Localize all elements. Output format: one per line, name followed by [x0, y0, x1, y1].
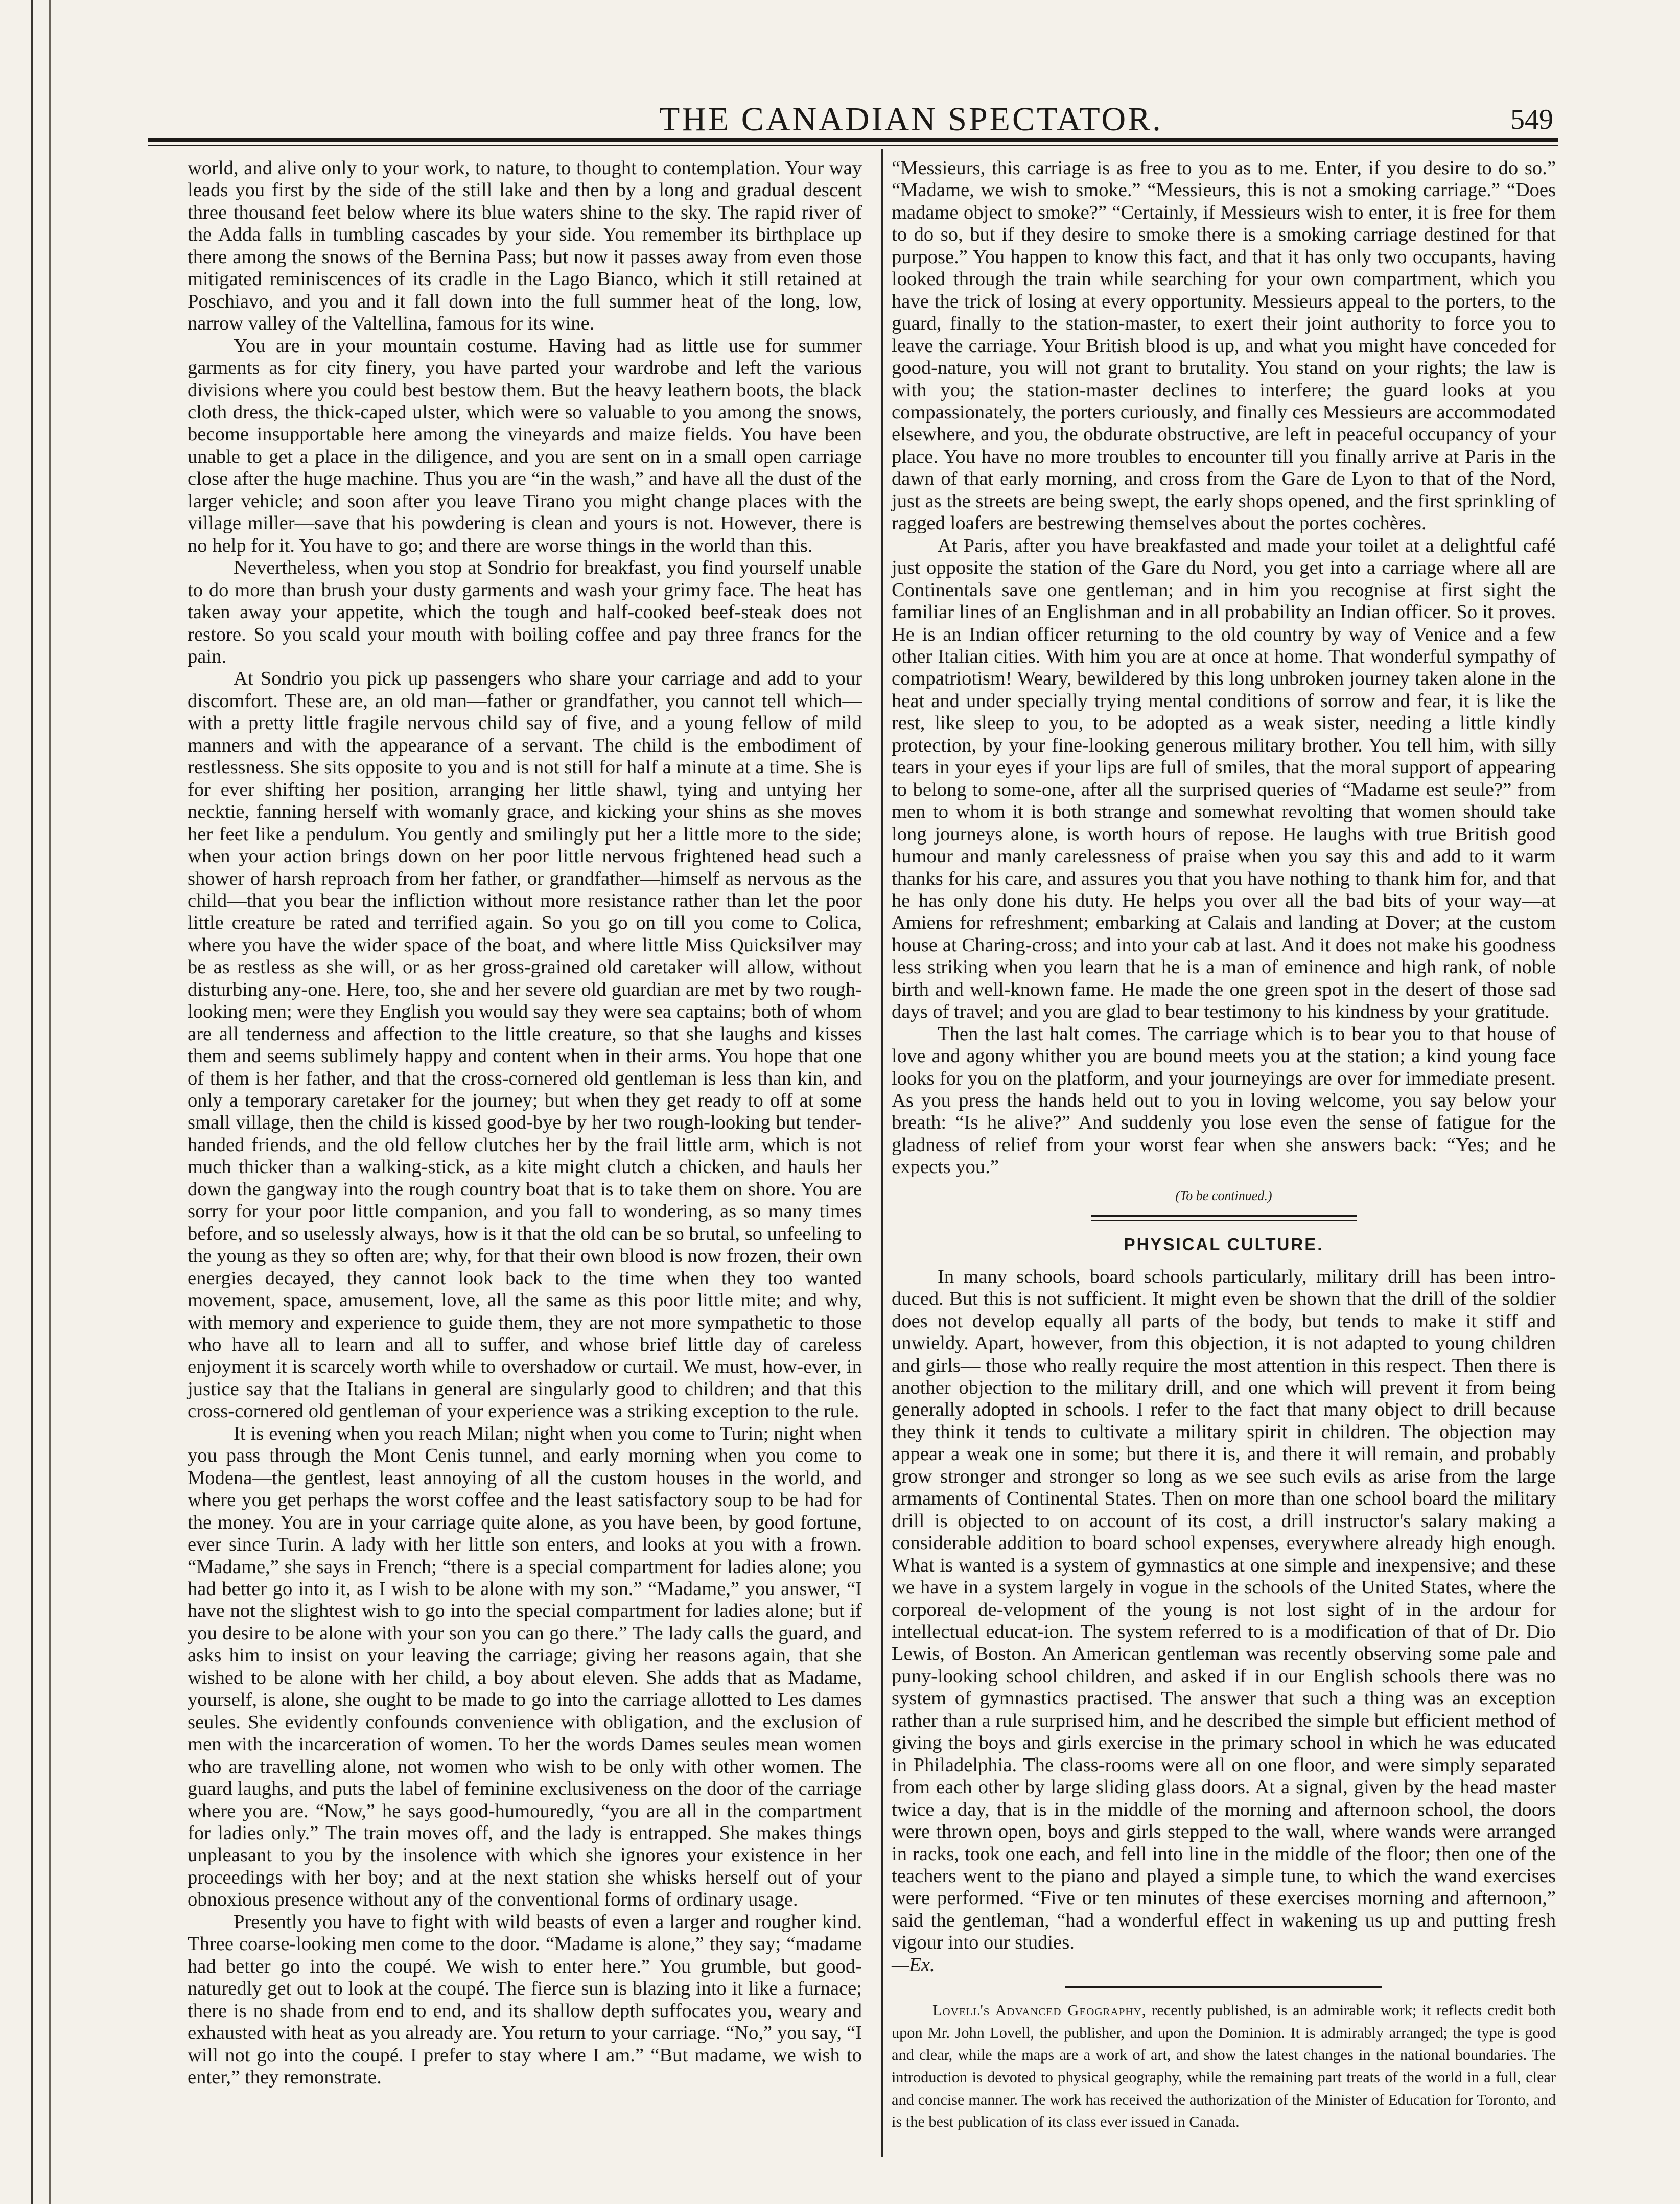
header-rule [148, 138, 1558, 142]
section-heading: PHYSICAL CULTURE. [1124, 1235, 1324, 1254]
binding-line [49, 0, 51, 2204]
left-column [188, 157, 862, 2089]
publication-title: THE CANADIAN SPECTATOR. [659, 101, 1163, 138]
section-separator [892, 1211, 1556, 1226]
notice-text: recently published, is an admirable work; it reflects credit both upon Mr. John Lovell, the publisher, and upon the Dominion. It is admirably arranged; the type is good and clear, while the maps are a work of art, and show the latest changes in the national boundaries. The introduction is devoted to physical geography, while the remaining part treats of the world in a full, clear and concise manner. The work has received the authorization of the Minister of Education for Toronto, and is the best publication of its class ever issued in Canada. [892, 2002, 1556, 2131]
column-divider [881, 149, 883, 2157]
header-rule [148, 145, 1558, 146]
paragraph: You are in your mountain costume. Having had as little use for summer garments as for city finery, you have parted your wardrobe and left the various divisions where you could best bestow them. But the heavy leathern boots, the black cloth dress, the thick-caped ulster, which were so valuable to you among the snows, become insupportable here among the vineyards and maize fields. You have been unable to get a place in the diligence, and you are sent on in a small open carriage close after the huge machine. Thus you are “in the wash,” and have all the dust of the larger vehicle; and soon after you leave Tirano you might change places with the village miller—save that his powdering is clean and yours is not. However, there is no help for it. You have to go; and there are worse things in the world than this. [188, 335, 862, 556]
paragraph: In many schools, board schools particularly, military drill has been intro-duced. But this is not sufficient. It might even be shown that the drill of the soldier does not develop equally all parts of the body, but tends to make it stiff and unwieldy. Apart, however, from this objection, it is not adapted to young children and girls— those who really require the most attention in this respect. Then there is another objection to the military drill, and one which will prevent it from being generally adopted in schools. I refer to the fact that many object to drill because they think it tends to cultivate a military spirit in children. The objection may appear a weak one in some; but there it is, and there it will remain, and probably grow stronger and stronger so long as we see such evils as arise from the large armaments of Continental States. Then on more than one school board the military drill is objected to on account of its cost, a drill instructor's salary making a considerable addition to board school expenses, everywhere already high enough. What is wanted is a system of gymnastics at one simple and inexpensive; and these we have in a system largely in vogue in the schools of the United States, where the corporeal de-velopment of the young is not lost sight of in the ardour for intellectual educat-ion. The system referred to is a modification of that of Dr. Dio Lewis, of Boston. An American gentleman was recently observing some pale and puny-looking school children, and asked if in our English schools there was no system of gymnastics practised. The answer that such a thing was an exception rather than a rule surprised him, and he described the simple but efficient method of giving the boys and girls exercise in the primary school in which he was educated in Philadelphia. The class-rooms were all on one floor, and were simply separated from each other by large sliding glass doors. At a signal, given by the head master twice a day, that is in the middle of the morning and afternoon school, the doors were thrown open, boys and girls stepped to the wall, where wands were arranged in racks, took one each, and fell into line in the middle of the floor; then one of the teachers went to the piano and played a simple tune, to which the wand exercises were performed. “Five or ten minutes of these exercises morning and afternoon,” said the gentleman, “had a wonderful effect in wakening us up and putting fresh vigour into our studies. [892, 1265, 1556, 1954]
page-number: 549 [1510, 104, 1553, 135]
masthead [174, 100, 1553, 141]
notice-title: Lovell's Advanced Geography, [932, 2002, 1147, 2020]
book-notice [892, 2000, 1556, 2133]
binding-edge [0, 0, 61, 2204]
source-credit: —Ex. [892, 1954, 935, 1976]
binding-line [31, 0, 33, 2204]
paragraph: At Sondrio you pick up passengers who share your carriage and add to your discomfort. These are, an old man—father or grandfather, you cannot tell which—with a pretty little fragile nervous child say of five, and a young fellow of mild manners and with the appearance of a servant. The child is the embodiment of restlessness. She sits opposite to you and is not still for half a minute at a time. She is for ever shifting her position, arranging her little shawl, tying and untying her necktie, fanning herself with womanly grace, and kicking your shins as she moves her feet like a pendulum. You gently and smilingly put her a little more to the side; when your action brings down on her poor little nervous frightened head such a shower of harsh reproach from her father, or grandfather—himself as nervous as the child—that you bear the infliction without more resistance rather than let the poor little creature be rated and terrified again. So you go on till you come to Colica, where you have the wider space of the boat, and where little Miss Quicksilver may be as restless as she will, or as her gross-grained old caretaker will allow, without disturbing any-one. Here, too, she and her severe old guardian are met by two rough-looking men; were they English you would say they were sea captains; both of whom are all tenderness and affection to the little creature, so that she laughs and kisses them and seems sublimely happy and content when in their arms. You hope that one of them is her father, and that the cross-cornered old gentleman is less than kin, and only a temporary caretaker for the journey; but when they get ready to off at some small village, then the child is kissed good-bye by her two rough-looking but tender-handed friends, and the old fellow clutches her by the frail little arm, which is not much thicker than a walking-stick, as a kite might clutch a chicken, and hauls her down the gangway into the rough country boat that is to take them on shore. You are sorry for your poor little companion, and you fall to wondering, as so many times before, and so uselessly always, how is it that the old can be so brutal, so unfeeling to the young as they so often are; why, for that their own blood is now frozen, their own energies decayed, they cannot look back to the time when they too wanted movement, space, amusement, love, all the same as this poor little mite; and why, with memory and experience to guide them, they are not more sympathetic to those who have all to learn and all to suffer, and whose brief little day of careless enjoyment it is scarcely worth while to overshadow or curtail. We must, how-ever, in justice say that the Italians in general are singularly good to children; and that this cross-cornered old gentleman of your experience was a striking exception to the rule. [188, 668, 862, 1422]
paragraph: It is evening when you reach Milan; night when you come to Turin; night when you pass through the Mont Cenis tunnel, and early morning when you come to Modena—the gentlest, least annoying of all the custom houses in the world, and where you get perhaps the worst coffee and the least satisfactory soup to be had for the money. You are in your carriage quite alone, as you have been, by good fortune, ever since Turin. A lady with her little son enters, and looks at you with a frown. “Madame,” she says in French; “there is a special compartment for ladies alone; you had better go into it, as I wish to be alone with my son.” “Madame,” you answer, “I have not the slightest wish to go into the special compartment for ladies alone; but if you desire to be alone with your son you can go there.” The lady calls the guard, and asks him to insist on your leaving the carriage; giving her reasons again, that she wished to be alone with her child, a boy about eleven. She adds that as Madame, yourself, is alone, she ought to be made to go into the carriage allotted to Les dames seules. She evidently confounds convenience with obligation, and the exclusion of men with the incarceration of women. To her the words Dames seules mean women who are travelling alone, not women who wish to be only with other women. The guard laughs, and puts the label of feminine exclusiveness on the door of the carriage where you are. “Now,” he says good-humouredly, “you are all in the compartment for ladies only.” The train moves off, and the lady is entrapped. She makes things unpleasant to you by the insolence with which she ignores your existence in her proceedings with her boy; and at the next station she whisks herself out of your obnoxious presence without any of the conventional forms of ordinary usage. [188, 1422, 862, 1911]
right-column [892, 157, 1556, 2133]
section-separator [892, 1976, 1556, 2000]
paragraph: Then the last halt comes. The carriage which is to bear you to that house of love and agony whither you are bound meets you at the station; a kind young face looks for you on the platform, and your journeyings are over for immediate present. As you press the hands held out to you in loving welcome, you say below your breath: “Is he alive?” And suddenly you lose even the sense of fatigue for the gladness of relief from your worst fear when she answers back: “Yes; and he expects you.” [892, 1023, 1556, 1178]
paragraph: Nevertheless, when you stop at Sondrio for breakfast, you find yourself unable to do more than brush your dusty garments and wash your grimy face. The heat has taken away your appetite, which the tough and half-cooked beef-steak does not restore. So you scald your mouth with boiling coffee and pay three francs for the pain. [188, 557, 862, 667]
paragraph: At Paris, after you have breakfasted and made your toilet at a delightful café just opposite the station of the Gare du Nord, you get into a carriage where all are Continentals save one gentleman; and in him you recognise at first sight the familiar lines of an Englishman and in all probability an Indian officer. So it proves. He is an Indian officer returning to the old country by way of Venice and a few other Italian cities. With him you are at once at home. That wonderful sympathy of compatriotism! Weary, bewildered by this long unbroken journey taken alone in the heat and under specially trying mental conditions of sorrow and fear, it is like the rest, like sleep to you, to be adopted as a weak sister, needing a little kindly protection, by your fine-looking generous military brother. You tell him, with silly tears in your eyes if your lips are full of smiles, that the moral support of appearing to belong to some-one, after all the surprised queries of “Madame est seule?” from men to whom it is both strange and somewhat revolting that women should take long journeys alone, is worth hours of repose. He laughs with true British good humour and manly carelessness of praise when you say this and add to it warm thanks for his care, and assures you that you have nothing to thank him for, and that he has only done his duty. He helps you over all the bad bits of your way—at Amiens for refreshment; embarking at Calais and landing at Dover; at the custom house at Charing-cross; and into your cab at last. And it does not make his goodness less striking when you learn that he is a man of eminence and high rank, of noble birth and well-known fame. He made the one green spot in the desert of those sad days of travel; and you are glad to bear testimony to his kindness by your gratitude. [892, 534, 1556, 1023]
continued-note: (To be continued.) [1175, 1188, 1272, 1203]
paragraph: world, and alive only to your work, to nature, to thought to contemplation. Your way leads you first by the side of the still lake and then by a long and gradual descent three thousand feet below where its blue waters shine to the sky. The rapid river of the Adda falls in tumbling cascades by your side. You remember its birthplace up there among the snows of the Bernina Pass; but now it passes away from even those mitigated reminiscences of its cradle in the Lago Bianco, which it still retained at Poschiavo, and you and it fall down into the full summer heat of the long, low, narrow valley of the Valtellina, famous for its wine. [188, 157, 862, 335]
paragraph: Presently you have to fight with wild beasts of even a larger and rougher kind. Three coarse-looking men come to the door. “Madame is alone,” they say; “madame had better go into the coupé. We wish to enter here.” You grumble, but good-naturedly get out to look at the coupé. The fierce sun is blazing into it like a furnace; there is no shade from end to end, and its shallow depth suffocates you, weary and exhausted with heat as you already are. You return to your carriage. “No,” you say, “I will not go into the coupé. I prefer to stay where I am.” “But madame, we wish to enter,” they remonstrate. [188, 1911, 862, 2088]
paragraph: “Messieurs, this carriage is as free to you as to me. Enter, if you desire to do so.” “Madame, we wish to smoke.” “Messieurs, this is not a smoking carriage.” “Does madame object to smoke?” “Certainly, if Messieurs wish to enter, it is free for them to do so, but if they desire to smoke there is a smoking carriage destined for that purpose.” You happen to know this fact, and that it has only two occupants, having looked through the train while searching for your own compartment, which you have the trick of losing at every opportunity. Messieurs appeal to the porters, to the guard, finally to the station-master, to exert their joint authority to force you to leave the carriage. Your British blood is up, and what you might have conceded for good-nature, you will not grant to brutality. You stand on your rights; the law is with you; the station-master declines to interfere; the guard looks at you compassionately, the porters curiously, and finally ces Messieurs are accommodated elsewhere, and you, the obdurate obstructive, are left in peaceful occupancy of your place. You have no more troubles to encounter till you finally arrive at Paris in the dawn of that early morning, and cross from the Gare de Lyon to that of the Nord, just as the streets are being swept, the early shops opened, and the first sprinkling of ragged loafers are bestrewing themselves about the portes cochères. [892, 157, 1556, 534]
